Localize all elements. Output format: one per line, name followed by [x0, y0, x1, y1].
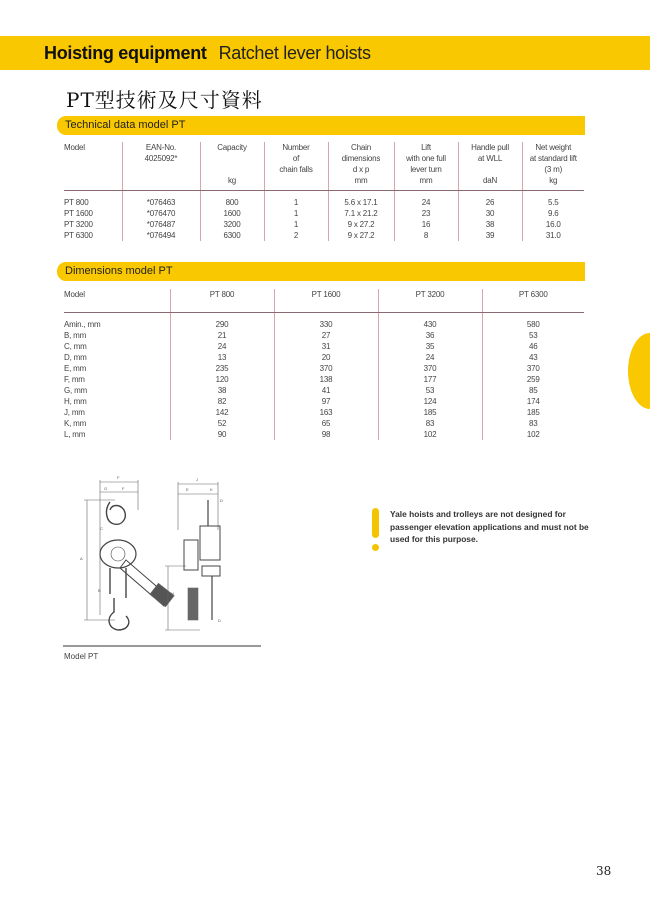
table-cell: 5.5 — [522, 191, 584, 209]
table-cell: *076494 — [122, 230, 200, 241]
column-header — [64, 164, 122, 175]
header-title — [44, 42, 371, 64]
table-row — [64, 219, 584, 230]
table-row — [64, 208, 584, 219]
table-cell: G, mm — [64, 386, 87, 395]
column-header: PT 800 — [170, 289, 274, 313]
table-cell: H, mm — [64, 397, 87, 406]
table-cell: *076463 — [122, 191, 200, 209]
table-cell: 177 — [378, 374, 482, 385]
column-header: PT 3200 — [378, 289, 482, 313]
table-cell: 2 — [264, 230, 328, 241]
table-cell: 1 — [264, 191, 328, 209]
table-cell: 43 — [482, 352, 584, 363]
exclamation-icon — [372, 508, 379, 538]
table-cell: 1 — [264, 208, 328, 219]
table-cell: 1 — [264, 219, 328, 230]
table-cell: 142 — [170, 407, 274, 418]
table-cell: 120 — [170, 374, 274, 385]
table-cell: 24 — [378, 352, 482, 363]
chapter-thumb-tab — [628, 333, 650, 409]
header-band — [0, 36, 650, 70]
table-cell: 163 — [274, 407, 378, 418]
table-cell: 6300 — [200, 230, 264, 241]
table-row — [64, 341, 584, 352]
table-cell: 3200 — [200, 219, 264, 230]
table-cell: 102 — [378, 429, 482, 440]
table-cell: *076470 — [122, 208, 200, 219]
table-cell: 38 — [170, 385, 274, 396]
table-cell: 370 — [378, 363, 482, 374]
table-cell: 53 — [482, 330, 584, 341]
table-cell: 800 — [200, 191, 264, 209]
table-row — [64, 374, 584, 385]
table-row — [64, 363, 584, 374]
table-cell: 259 — [482, 374, 584, 385]
table-cell: 21 — [170, 330, 274, 341]
svg-text:D: D — [218, 618, 221, 623]
svg-text:D: D — [220, 498, 223, 503]
page-number: 38 — [596, 864, 612, 878]
table-cell: 370 — [274, 363, 378, 374]
column-header: with one full — [394, 153, 458, 164]
table-cell: 38 — [458, 219, 522, 230]
svg-text:E: E — [186, 487, 189, 492]
column-header: mm — [328, 175, 394, 191]
table-cell: 98 — [274, 429, 378, 440]
header-subcategory: Ratchet lever hoists — [218, 43, 371, 63]
table-cell: B, mm — [64, 331, 87, 340]
table-cell: 26 — [458, 191, 522, 209]
table-cell: 185 — [482, 407, 584, 418]
svg-text:A: A — [80, 556, 83, 561]
column-header: Model — [64, 143, 85, 152]
table-cell: 580 — [482, 313, 584, 331]
table-cell: 52 — [170, 418, 274, 429]
table-cell: 27 — [274, 330, 378, 341]
section-title-dimensions: Dimensions model PT — [57, 262, 585, 281]
dimensions-table — [64, 289, 584, 440]
table-cell: 9 x 27.2 — [328, 230, 394, 241]
table-cell: PT 3200 — [64, 220, 93, 229]
table-cell: 82 — [170, 396, 274, 407]
column-header: mm — [394, 175, 458, 191]
technical-data-table — [64, 142, 584, 241]
column-header: at WLL — [458, 153, 522, 164]
table-cell: 138 — [274, 374, 378, 385]
column-header: of — [264, 153, 328, 164]
table-cell: 24 — [170, 341, 274, 352]
table-cell: J, mm — [64, 408, 85, 417]
hoist-drawing-icon — [60, 470, 260, 642]
svg-text:H: H — [171, 591, 174, 596]
table-cell: 13 — [170, 352, 274, 363]
table-cell: 290 — [170, 313, 274, 331]
column-header — [122, 175, 200, 191]
column-header — [264, 175, 328, 191]
table-cell: K, mm — [64, 419, 87, 428]
table-cell: 174 — [482, 396, 584, 407]
table-cell: 20 — [274, 352, 378, 363]
table-cell: 35 — [378, 341, 482, 352]
table-cell: C, mm — [64, 342, 87, 351]
table-cell: E, mm — [64, 364, 87, 373]
svg-text:B: B — [98, 588, 101, 593]
table-row — [64, 352, 584, 363]
table-cell: 39 — [458, 230, 522, 241]
column-header: Capacity — [200, 142, 264, 153]
warning-text: Yale hoists and trolleys are not designed for passenger elevation applications and must not be used for this purpose. — [390, 509, 589, 544]
table-cell: 31.0 — [522, 230, 584, 241]
table-cell: Amin., mm — [64, 320, 101, 329]
column-header: dimensions — [328, 153, 394, 164]
column-header: chain falls — [264, 164, 328, 175]
table-cell: 124 — [378, 396, 482, 407]
table-cell: L, mm — [64, 430, 86, 439]
column-header: Lift — [394, 142, 458, 153]
table-cell: 330 — [274, 313, 378, 331]
table-cell: 90 — [170, 429, 274, 440]
table-cell: *076487 — [122, 219, 200, 230]
table-cell: 16.0 — [522, 219, 584, 230]
svg-text:C: C — [100, 526, 103, 531]
svg-text:G: G — [104, 486, 108, 491]
table-cell: 102 — [482, 429, 584, 440]
table-cell: 36 — [378, 330, 482, 341]
page-title-chinese: PT型技術及尺寸資料 — [66, 88, 263, 112]
column-header: daN — [458, 175, 522, 191]
diagram-caption: Model PT — [64, 652, 99, 661]
hoist-dimension-drawing — [60, 470, 260, 642]
column-header: at standard lift — [522, 153, 584, 164]
table-cell: 83 — [482, 418, 584, 429]
table-cell: 16 — [394, 219, 458, 230]
column-header — [200, 164, 264, 175]
column-header: d x p — [328, 164, 394, 175]
table-cell: D, mm — [64, 353, 87, 362]
diagram-divider — [63, 645, 261, 647]
table-cell: 83 — [378, 418, 482, 429]
column-header: PT 1600 — [274, 289, 378, 313]
table-row — [64, 418, 584, 429]
table-cell: 185 — [378, 407, 482, 418]
section-title-technical: Technical data model PT — [57, 116, 585, 135]
column-header: kg — [522, 175, 584, 191]
table-cell: 41 — [274, 385, 378, 396]
table-cell: 30 — [458, 208, 522, 219]
column-header: lever turn — [394, 164, 458, 175]
svg-text:J: J — [196, 477, 198, 482]
header-category: Hoisting equipment — [44, 43, 207, 63]
column-header — [122, 164, 200, 175]
table-row — [64, 385, 584, 396]
table-cell: 7.1 x 21.2 — [328, 208, 394, 219]
table-cell: 235 — [170, 363, 274, 374]
table-row — [64, 330, 584, 341]
table-cell: 430 — [378, 313, 482, 331]
column-header: (3 m) — [522, 164, 584, 175]
column-header: EAN-No. — [122, 142, 200, 153]
table-cell: PT 6300 — [64, 231, 93, 240]
table-cell: F, mm — [64, 375, 85, 384]
column-header: PT 6300 — [482, 289, 584, 313]
table-cell: 31 — [274, 341, 378, 352]
column-header: Number — [264, 142, 328, 153]
table-cell: 97 — [274, 396, 378, 407]
table-cell: 53 — [378, 385, 482, 396]
column-header — [64, 175, 122, 191]
column-header: 4025092* — [122, 153, 200, 164]
table-cell: 46 — [482, 341, 584, 352]
svg-text:K: K — [210, 487, 213, 492]
table-row — [64, 407, 584, 418]
table-cell: 23 — [394, 208, 458, 219]
column-header: kg — [200, 175, 264, 191]
column-header — [64, 153, 122, 164]
table-cell: PT 800 — [64, 198, 89, 207]
column-header: Model — [64, 289, 170, 313]
table-cell: 8 — [394, 230, 458, 241]
table-row — [64, 313, 584, 331]
column-header: Net weight — [522, 142, 584, 153]
svg-text:F: F — [117, 475, 120, 480]
table-row — [64, 429, 584, 440]
table-cell: PT 1600 — [64, 209, 93, 218]
svg-text:F: F — [122, 486, 125, 491]
table-row — [64, 396, 584, 407]
column-header — [200, 153, 264, 164]
table-cell: 370 — [482, 363, 584, 374]
table-row — [64, 191, 584, 209]
column-header: Chain — [328, 142, 394, 153]
table-cell: 9 x 27.2 — [328, 219, 394, 230]
table-cell: 5.6 x 17.1 — [328, 191, 394, 209]
column-header — [458, 164, 522, 175]
column-header: Handle pull — [458, 142, 522, 153]
table-cell: 24 — [394, 191, 458, 209]
table-cell: 9.6 — [522, 208, 584, 219]
table-row — [64, 230, 584, 241]
table-cell: 65 — [274, 418, 378, 429]
table-cell: 85 — [482, 385, 584, 396]
table-cell: 1600 — [200, 208, 264, 219]
exclamation-dot-icon — [372, 544, 379, 551]
